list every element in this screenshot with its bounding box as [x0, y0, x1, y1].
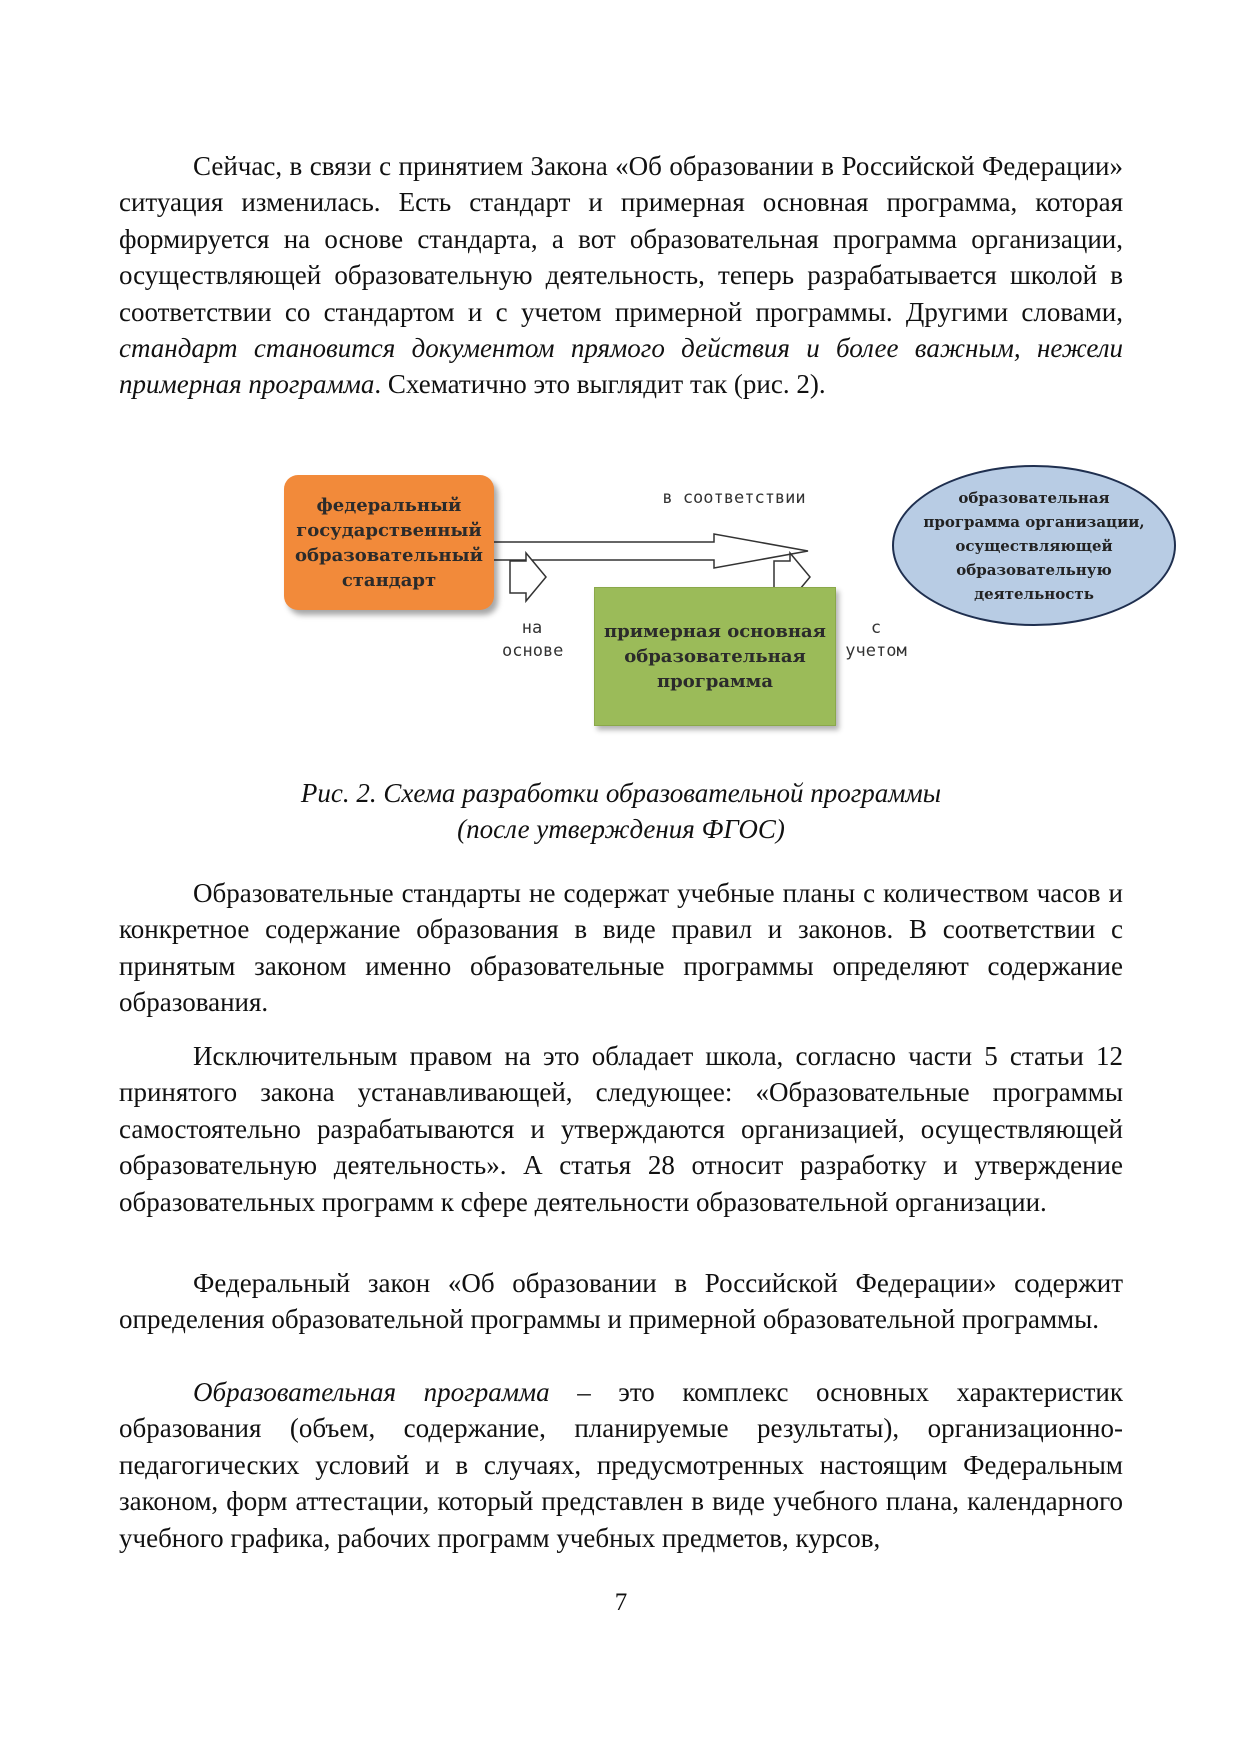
primer-line: примерная основная [604, 621, 826, 642]
org-line: деятельность [974, 584, 1094, 603]
paragraph-5-term: Образовательная программа [193, 1377, 550, 1407]
federal-line: образовательный [294, 544, 483, 566]
label-uchetom: учетом [845, 641, 907, 661]
label-na: на [521, 618, 543, 638]
federal-line: государственный [296, 519, 482, 541]
label-considering [836, 617, 916, 663]
federal-line: федеральный [316, 494, 462, 516]
label-based-on [502, 617, 562, 663]
label-in-accordance: в соответствии [662, 488, 806, 508]
paragraph-4: Федеральный закон «Об образовании в Российской Федерации» содержит определения образовательной программы и примерной образовательной программы. [119, 1268, 1123, 1335]
label-osnove: основе [502, 641, 564, 661]
paragraph-1-end: . Схематично это выглядит так (рис. 2). [374, 369, 826, 400]
org-line: образовательная [958, 488, 1110, 507]
org-line: осуществляющей [955, 536, 1113, 555]
paragraph-3: Исключительным правом на это обладает школа, согласно части 5 статьи 12 принятого закона устанавливающей, следующее: «Образовательные программы самостоятельно разрабатываются и утверждаются организацией, осуществляющей образовательную деятельность». А статья 28 относит разработку и утверждение образовательных программ к сфере деятельности образовательной организации. [119, 1041, 1123, 1217]
figure-caption-subtitle: (после утверждения ФГОС) [457, 814, 785, 844]
paragraph-5-text: – это комплекс основных характеристик образования (объем, содержание, планируемые результаты), организационно-педагогических условий и в случаях, предусмотренных настоящим Федеральным законом, форм аттестации, который представлен в виде учебного плана, календарного учебного графика, рабочих программ учебных предметов, курсов, [119, 1377, 1123, 1553]
paragraph-2: Образовательные стандарты не содержат учебные планы с количеством часов и конкретное содержание образования в виде правил и законов. В соответствии с принятым законом именно образовательные программы определяют содержание образования. [119, 878, 1123, 1018]
federal-standard-box [284, 475, 494, 610]
paragraph-1-emphasis: стандарт становится документом прямого действия и более важным, нежели примерная программа [119, 333, 1123, 400]
org-line: образовательную [956, 560, 1112, 579]
page-number: 7 [614, 1589, 628, 1616]
federal-line: стандарт [341, 569, 437, 591]
figure-scheme [274, 462, 1184, 727]
org-line: программа организации, [923, 512, 1145, 531]
exemplary-program-box [594, 587, 836, 726]
paragraph-5 [119, 1374, 1123, 1556]
figure-caption-title: Рис. 2. Схема разработки образовательной программы [300, 778, 942, 808]
paragraph-1-text: Сейчас, в связи с принятием Закона «Об образовании в Российской Федерации» ситуация изменилась. Есть стандарт и примерная основная программа, которая формируется на основе стандарта, а вот образовательная программа организации, осуществляющей образовательную деятельность, теперь разрабатывается школой в соответствии со стандартом и с учетом примерной программы. Другими словами, [119, 151, 1123, 327]
primer-line: программа [657, 671, 773, 692]
label-s: с [870, 618, 882, 638]
paragraph-1 [119, 148, 1123, 403]
org-program-ellipse [892, 465, 1176, 626]
primer-line: образовательная [624, 646, 806, 667]
